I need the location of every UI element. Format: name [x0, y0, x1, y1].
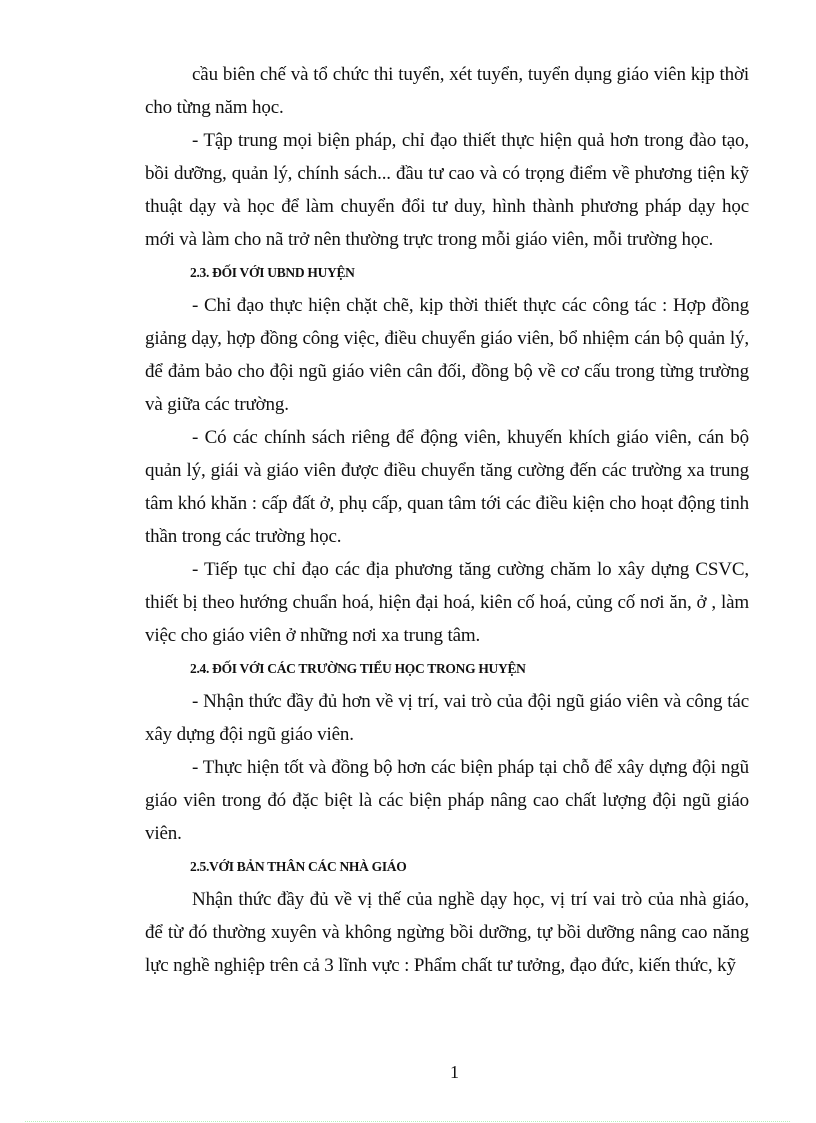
paragraph-facilities: - Tiếp tục chỉ đạo các địa phương tăng cường chăm lo xây dựng CSVC, thiết bị theo hướng chuẩn hoá, hiện đại hoá, kiên cố hoá, củng cố nơi ăn, ở , làm việc cho giáo viên ở những nơi xa trung tâm.: [145, 559, 749, 646]
paragraph-training-measures: - Tập trung mọi biện pháp, chỉ đạo thiết thực hiện quả hơn trong đào tạo, bồi dưỡng, quản lý, chính sách... đầu tư cao và có trọng điểm về phương tiện kỹ thuật dạy và học để làm chuyển đổi tư duy, hình thành phương pháp dạy học mới và làm cho nã trở nên thường trực trong mỗi giáo viên, mỗi trường học.: [145, 130, 749, 250]
paragraph-awareness: - Nhận thức đầy đủ hơn về vị trí, vai trò của đội ngũ giáo viên và công tác xây dựng đội ngũ giáo viên.: [145, 691, 749, 745]
page-number: 1: [450, 1062, 459, 1082]
paragraph-onsite-measures: - Thực hiện tốt và đồng bộ hơn các biện pháp tại chỗ để xây dựng đội ngũ giáo viên trong đó đặc biệt là các biện pháp nâng cao chất lượng đội ngũ giáo viên.: [145, 757, 749, 844]
section-heading-2-5: 2.5.VỚI BẢN THÂN CÁC NHÀ GIÁO: [190, 859, 407, 874]
section-heading-2-4: 2.4. ĐỐI VỚI CÁC TRƯỜNG TIỂU HỌC TRONG HUYỆN: [190, 661, 526, 676]
page-bottom-divider: [25, 1121, 790, 1122]
paragraph-district-direction: - Chỉ đạo thực hiện chặt chẽ, kịp thời thiết thực các công tác : Hợp đồng giảng dạy, hợp đồng công việc, điều chuyển giáo viên, bổ nhiệm cán bộ quản lý, để đảm bảo cho đội ngũ giáo viên cân đối, đồng bộ về cơ cấu trong từng trường và giữa các trường.: [145, 295, 749, 415]
paragraph-teacher-self-development: Nhận thức đầy đủ về vị thế của nghề dạy học, vị trí vai trò của nhà giáo, để từ đó thường xuyên và không ngừng bồi dưỡng, tự bồi dưỡng nâng cao năng lực nghề nghiệp trên cả 3 lĩnh vực : Phẩm chất tư tưởng, đạo đức, kiến thức, kỹ: [145, 889, 749, 976]
paragraph-incentive-policies: - Có các chính sách riêng để động viên, khuyến khích giáo viên, cán bộ quản lý, giái và giáo viên được điều chuyển tăng cường đến các trường xa trung tâm khó khăn : cấp đất ở, phụ cấp, quan tâm tới các điều kiện cho hoạt động tinh thần trong các trường học.: [145, 427, 749, 547]
paragraph-teacher-recruitment: cầu biên chế và tổ chức thi tuyển, xét tuyển, tuyển dụng giáo viên kịp thời cho từng năm học.: [145, 64, 749, 118]
document-body: [145, 58, 749, 982]
section-heading-2-3: 2.3. ĐỐI VỚI UBND HUYỆN: [190, 265, 355, 280]
